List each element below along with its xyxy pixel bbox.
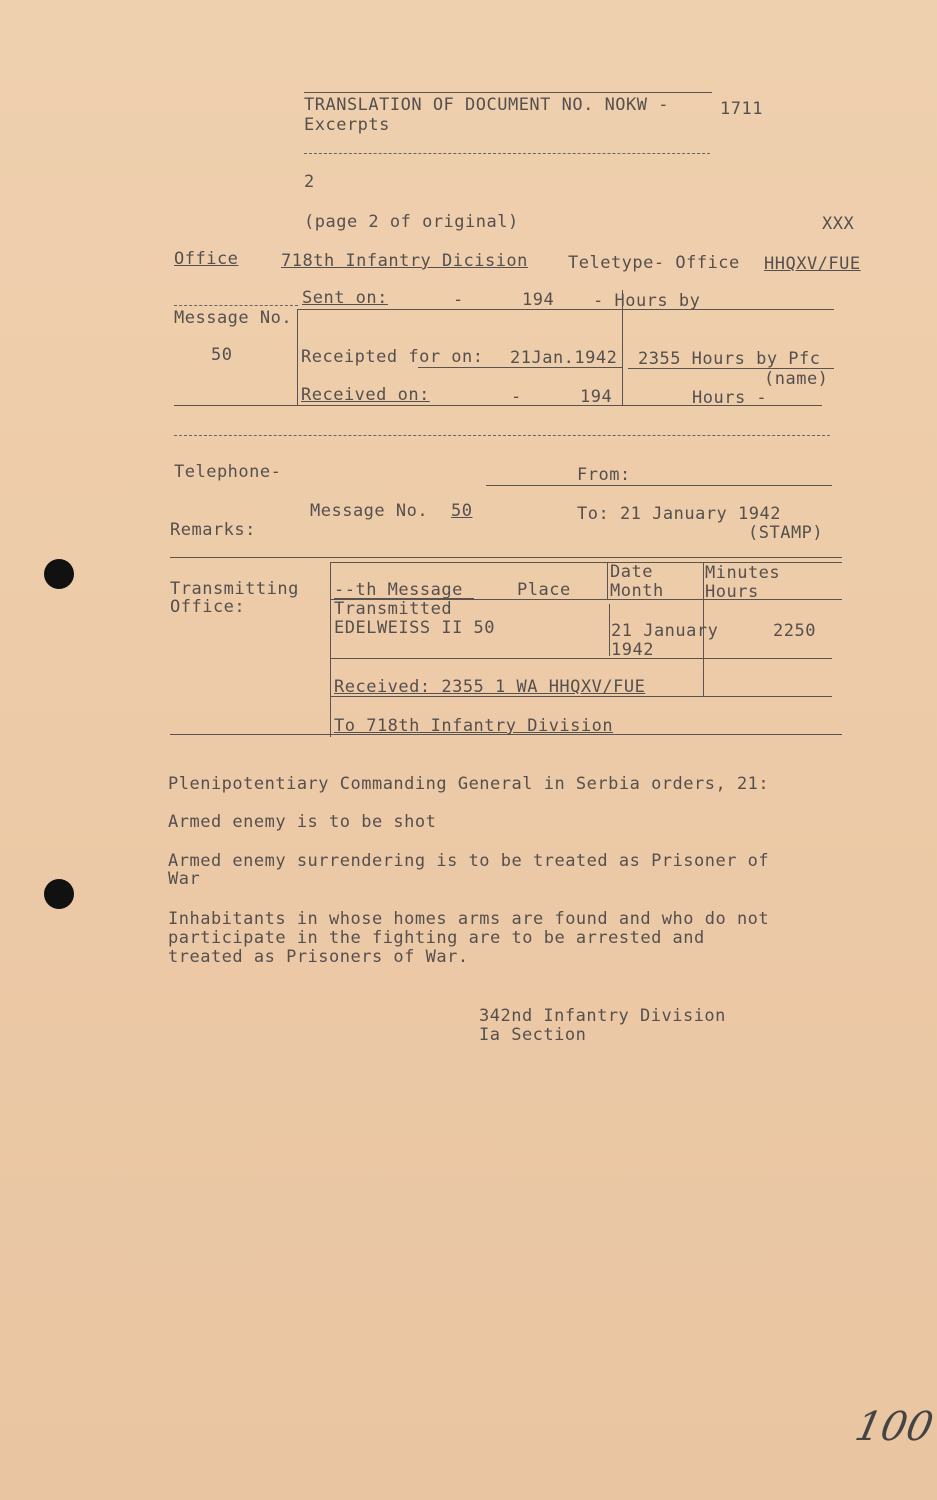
date-value-divider xyxy=(609,604,610,656)
message-no-label: Message No. xyxy=(174,308,293,328)
sent-on-label: Sent on: xyxy=(302,288,388,308)
teletype-label: Teletype- Office xyxy=(568,253,740,273)
body-line-4c: treated as Prisoners of War. xyxy=(168,947,469,967)
page-number: 2 xyxy=(304,172,315,192)
received-year: 194 xyxy=(580,387,613,407)
transmitting-label-2: Office: xyxy=(170,597,246,617)
col-month: Month xyxy=(610,581,664,601)
remarks-label: Remarks: xyxy=(170,520,256,540)
receipted-underline xyxy=(418,367,622,368)
office-label-text: Office xyxy=(174,249,239,269)
table-left-border xyxy=(330,562,331,737)
table-bottom-rule xyxy=(170,734,842,735)
body-line-3a: Armed enemy surrendering is to be treated as Prisoner of xyxy=(168,851,770,871)
body-line-3b: War xyxy=(168,869,201,889)
header-rule-bottom xyxy=(304,153,710,154)
transmitted-label: Transmitted xyxy=(334,599,453,619)
stamp-label: (STAMP) xyxy=(748,523,824,543)
classification-mark: XXX xyxy=(822,214,855,234)
table-middle-rule xyxy=(330,658,832,659)
time-value: 2250 xyxy=(773,621,816,641)
telephone-bottom-rule xyxy=(170,557,842,558)
received-label: Received on: xyxy=(301,385,430,405)
message-box-divider-left xyxy=(297,309,298,405)
date-value: 21 January xyxy=(611,621,719,641)
receipted-time: 2355 Hours by Pfc xyxy=(638,349,821,369)
sent-dash: - xyxy=(453,290,464,310)
col-hours: Hours xyxy=(705,582,759,602)
message-no-tel-value: 50 xyxy=(451,501,473,521)
message-no-value: 50 xyxy=(211,345,233,365)
document-title: TRANSLATION OF DOCUMENT NO. NOKW - xyxy=(304,95,669,115)
message-box-divider-right xyxy=(622,290,623,405)
excerpts-label: Excerpts xyxy=(304,115,390,135)
received-line: Received: 2355 1 WA HHQXV/FUE xyxy=(334,677,646,697)
separator-dashed xyxy=(174,435,830,436)
sent-hours: - Hours by xyxy=(593,291,701,311)
year-value: 1942 xyxy=(611,640,654,660)
body-line-1: Plenipotentiary Commanding General in Serbia orders, 21: xyxy=(168,774,770,794)
table-received-rule xyxy=(330,696,832,697)
transmitting-label-1: Transmitting xyxy=(170,579,299,599)
receipted-name: (name) xyxy=(764,369,829,389)
header-rule-top xyxy=(304,92,712,93)
from-rule xyxy=(486,485,832,486)
to-division: To 718th Infantry Division xyxy=(334,716,614,736)
office-value: 718th Infantry Dicision xyxy=(281,251,528,271)
col-place: Place xyxy=(517,580,571,600)
punch-hole-bottom xyxy=(44,879,74,909)
signature-section: Ia Section xyxy=(479,1025,587,1045)
from-label: From: xyxy=(577,465,631,485)
teletype-value: HHQXV/FUE xyxy=(764,254,861,274)
handwritten-page-number: 100 xyxy=(851,1404,937,1450)
col-date: Date xyxy=(610,562,653,582)
received-dash: - xyxy=(511,387,522,407)
body-line-4a: Inhabitants in whose homes arms are found and who do not xyxy=(168,909,770,929)
col-message: --th Message xyxy=(334,580,463,600)
body-line-2: Armed enemy is to be shot xyxy=(168,812,437,832)
body-line-4b: participate in the fighting are to be arrested and xyxy=(168,928,705,948)
document-number: 1711 xyxy=(720,99,763,119)
signature-division: 342nd Infantry Division xyxy=(479,1006,726,1026)
sent-year: 194 xyxy=(522,290,555,310)
col-minutes: Minutes xyxy=(705,563,781,583)
sent-rule xyxy=(298,309,834,310)
received-hours: Hours - xyxy=(692,388,768,408)
receipted-label: Receipted for on: xyxy=(301,347,484,367)
telephone-label: Telephone- xyxy=(174,462,282,482)
office-label xyxy=(174,249,238,269)
date-col-divider xyxy=(607,562,608,600)
to-date: To: 21 January 1942 xyxy=(577,504,781,524)
punch-hole-top xyxy=(44,559,74,589)
edelweiss-value: EDELWEISS II 50 xyxy=(334,618,496,638)
receipted-date: 21Jan.1942 xyxy=(510,348,618,368)
message-box-bottom xyxy=(174,405,822,406)
message-no-tel-label: Message No. xyxy=(310,501,429,521)
message-box-top-left xyxy=(174,305,298,306)
page-of-original: (page 2 of original) xyxy=(304,212,519,232)
